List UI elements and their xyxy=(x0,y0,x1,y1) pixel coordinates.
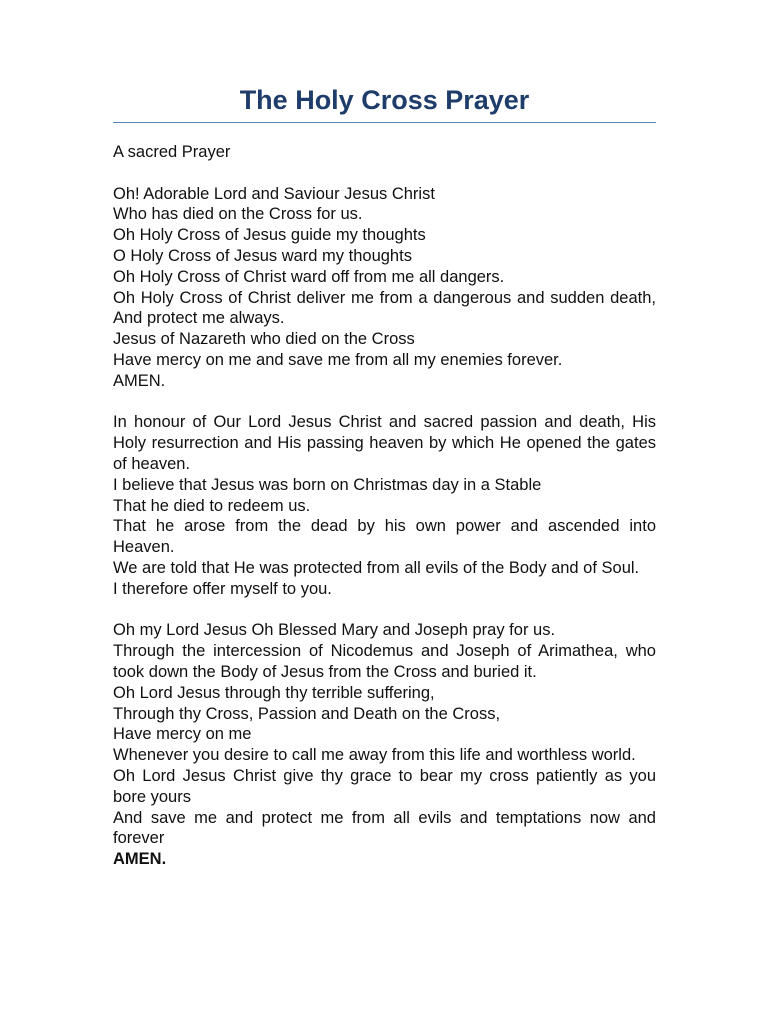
prayer-line: Oh Holy Cross of Jesus guide my thoughts xyxy=(113,226,426,245)
prayer-line: O Holy Cross of Jesus ward my thoughts xyxy=(113,246,412,265)
prayer-line: In honour of Our Lord Jesus Christ and sacred passion and death, His Holy resurrection and His passing heaven by which He opened the gates of heaven. xyxy=(113,413,656,473)
prayer-line: Oh Lord Jesus Christ give thy grace to bear my cross patiently as you bore yours xyxy=(113,766,656,806)
prayer-section-1 xyxy=(113,184,656,392)
prayer-line: That he died to redeem us. xyxy=(113,496,311,515)
prayer-line: I therefore offer myself to you. xyxy=(113,579,332,598)
prayer-line: Have mercy on me and save me from all my enemies forever. xyxy=(113,350,563,369)
prayer-line: Through the intercession of Nicodemus and Joseph of Arimathea, who took down the Body of Jesus from the Cross and buried it. xyxy=(113,642,656,681)
paragraph-gap xyxy=(113,392,656,413)
prayer-line: Who has died on the Cross for us. xyxy=(113,205,363,224)
prayer-line: AMEN. xyxy=(113,371,166,390)
prayer-body xyxy=(113,142,656,870)
prayer-line: Oh Lord Jesus through thy terrible suffering, xyxy=(113,683,435,702)
title-divider xyxy=(113,122,656,123)
prayer-section-2 xyxy=(113,412,656,599)
prayer-line: That he arose from the dead by his own power and ascended into Heaven. xyxy=(113,517,656,557)
prayer-line: Oh my Lord Jesus Oh Blessed Mary and Joseph pray for us. xyxy=(113,621,556,640)
prayer-line: Have mercy on me xyxy=(113,725,252,744)
prayer-line: I believe that Jesus was born on Christmas day in a Stable xyxy=(113,475,542,494)
paragraph-gap xyxy=(113,163,656,184)
prayer-line: Whenever you desire to call me away from this life and worthless world. xyxy=(113,746,636,765)
subtitle: A sacred Prayer xyxy=(113,143,231,161)
prayer-line: We are told that He was protected from all evils of the Body and of Soul. xyxy=(113,558,640,577)
prayer-line: Oh Holy Cross of Christ deliver me from a dangerous and sudden death, And protect me always. xyxy=(113,288,656,328)
paragraph-gap xyxy=(113,600,656,621)
prayer-line: Oh! Adorable Lord and Saviour Jesus Christ xyxy=(113,184,435,203)
closing-amen: AMEN. xyxy=(113,850,167,869)
prayer-line: Oh Holy Cross of Christ ward off from me all dangers. xyxy=(113,267,505,286)
page-title: The Holy Cross Prayer xyxy=(239,85,530,115)
prayer-line: Through thy Cross, Passion and Death on the Cross, xyxy=(113,704,501,723)
prayer-line: And save me and protect me from all evils and temptations now and forever xyxy=(113,808,656,848)
prayer-section-3 xyxy=(113,620,656,870)
prayer-line: Jesus of Nazareth who died on the Cross xyxy=(113,330,415,349)
